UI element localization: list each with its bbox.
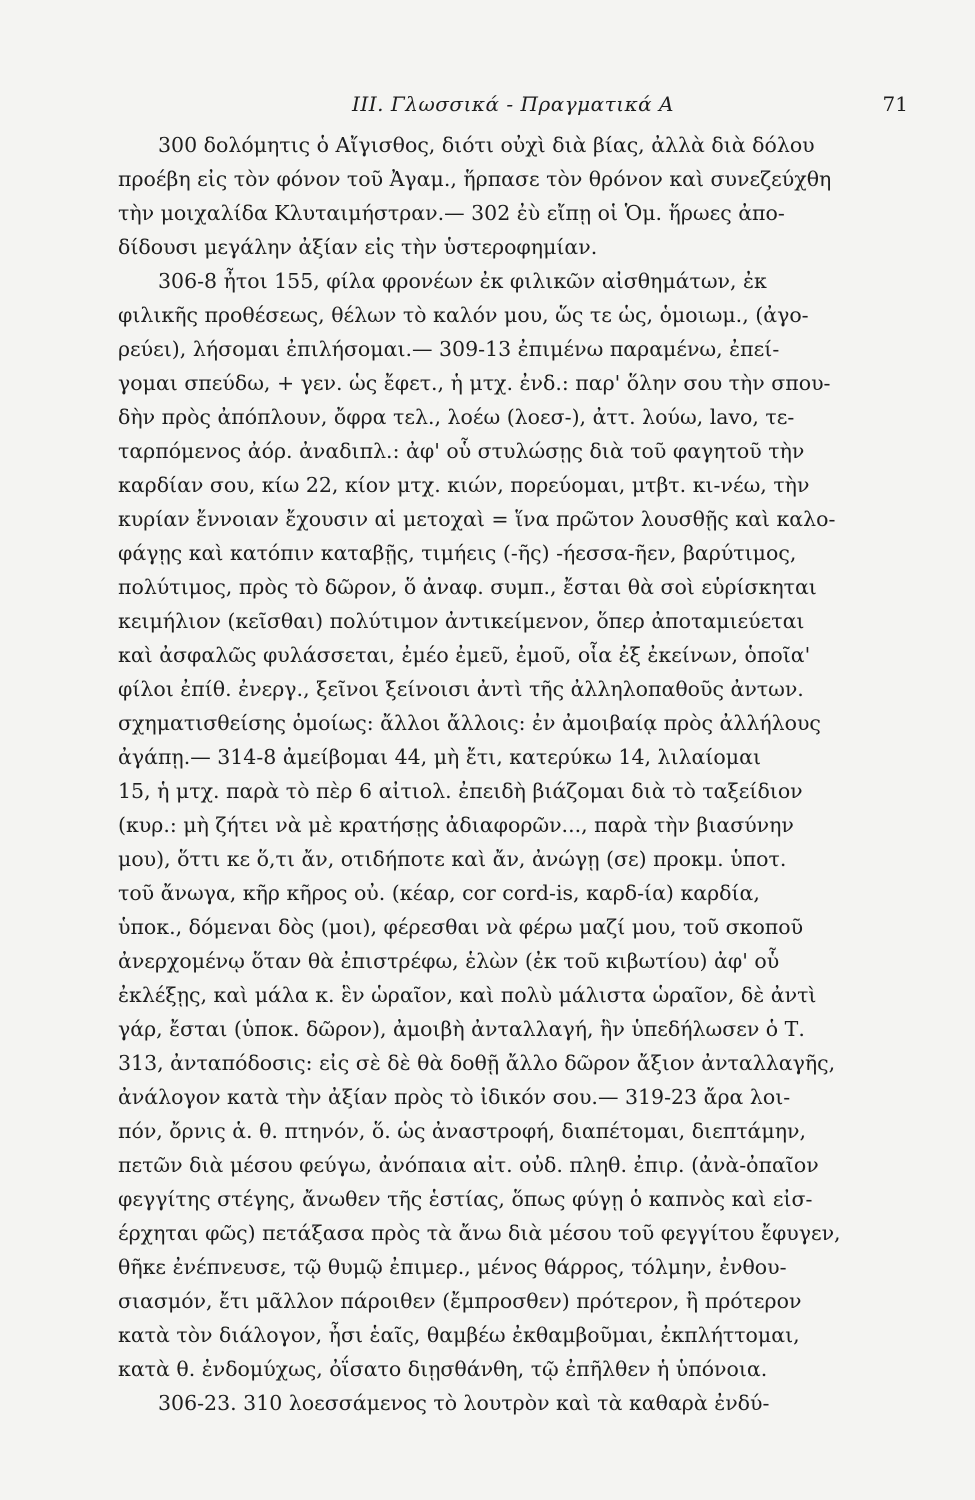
commentary-text — [118, 128, 908, 1420]
text-line: πόν, ὄρνις ἁ. θ. πτηνόν, ὅ. ὡς ἀναστροφή, διαπέτομαι, διεπτάμην, — [118, 1119, 806, 1143]
text-line: ταρπόμενος ἀόρ. ἀναδιπλ.: ἀφ' οὗ στυλώσῃς διὰ τοῦ φαγητοῦ τὴν — [118, 439, 805, 463]
text-line: φεγγίτης στέγης, ἄνωθεν τῆς ἑστίας, ὅπως φύγῃ ὁ καπνὸς καὶ εἰσ- — [118, 1187, 813, 1211]
text-line: 15, ἡ μτχ. παρὰ τὸ πὲρ 6 αἰτιολ. ἐπειδὴ βιάζομαι διὰ τὸ ταξείδιον — [118, 779, 803, 803]
text-line: δὴν πρὸς ἀπόπλουν, ὄφρα τελ., λοέω (λοεσ-), ἀττ. λούω, lavo, τε- — [118, 405, 795, 429]
page-number: 71 — [882, 92, 908, 116]
text-line: πετῶν διὰ μέσου φεύγω, ἀνόπαια αἰτ. οὐδ. πληθ. ἐπιρ. (ἀνὰ-ὀπαῖον — [118, 1153, 819, 1177]
text-line: καὶ ἀσφαλῶς φυλάσσεται, ἐμέο ἐμεῦ, ἐμοῦ, οἷα ἐξ ἐκείνων, ὁποῖα' — [118, 643, 811, 667]
text-line: κυρίαν ἔννοιαν ἔχουσιν αἱ μετοχαὶ = ἵνα πρῶτον λουσθῇς καὶ καλο- — [118, 507, 836, 531]
text-line: 306-23. 310 λοεσσάμενος τὸ λουτρὸν καὶ τὰ καθαρὰ ἐνδύ- — [158, 1391, 770, 1415]
text-line: 313, ἀνταπόδοσις: εἰς σὲ δὲ θὰ δοθῇ ἄλλο δῶρον ἄξιον ἀνταλλαγῆς, — [118, 1051, 836, 1075]
text-line: τοῦ ἄνωγα, κῆρ κῆρος οὐ. (κέαρ, cor cord-is, καρδ-ία) καρδία, — [118, 881, 760, 905]
text-line: ρεύει), λήσομαι ἐπιλήσομαι.— 309-13 ἐπιμένω παραμένω, ἐπεί- — [118, 337, 780, 361]
text-line: φίλοι ἐπίθ. ἐνεργ., ξεῖνοι ξείνοισι ἀντὶ τῆς ἀλληλοπαθοῦς ἀντων. — [118, 677, 804, 701]
text-line: κατὰ τὸν διάλογον, ἦσι ἑαῖς, θαμβέω ἐκθαμβοῦμαι, ἐκπλήττομαι, — [118, 1323, 800, 1347]
text-line: γάρ, ἔσται (ὑποκ. δῶρον), ἀμοιβὴ ἀνταλλαγή, ἣν ὑπεδήλωσεν ὁ Τ. — [118, 1017, 805, 1041]
text-line: ἀγάπῃ.— 314-8 ἀμείβομαι 44, μὴ ἔτι, κατερύκω 14, λιλαίομαι — [118, 745, 761, 769]
text-line: (κυρ.: μὴ ζήτει νὰ μὲ κρατήσῃς ἀδιαφορῶν..., παρὰ τὴν βιασύνην — [118, 813, 794, 837]
text-line: φάγῃς καὶ κατόπιν καταβῇς, τιμήεις (-ῆς) -ήεσσα-ῆεν, βαρύτιμος, — [118, 541, 797, 565]
text-line: καρδίαν σου, κίω 22, κίον μτχ. κιών, πορεύομαι, μτβτ. κι-νέω, τὴν — [118, 473, 810, 497]
text-line: ἀνερχομένῳ ὅταν θὰ ἐπιστρέφω, ἑλὼν (ἐκ τοῦ κιβωτίου) ἀφ' οὗ — [118, 949, 780, 973]
text-line: τὴν μοιχαλίδα Κλυταιμήστραν.— 302 ἐὺ εἴπῃ οἱ Ὁμ. ἥρωες ἀπο- — [118, 201, 785, 225]
page-header — [118, 92, 908, 122]
text-line: δίδουσι μεγάλην ἀξίαν εἰς τὴν ὑστεροφημίαν. — [118, 235, 598, 259]
text-line: σιασμόν, ἔτι μᾶλλον πάροιθεν (ἔμπροσθεν) πρότερον, ἢ πρότερον — [118, 1289, 802, 1313]
text-line: κατὰ θ. ἐνδομύχως, ὀΐσατο διῃσθάνθη, τῷ ἐπῆλθεν ἡ ὑπόνοια. — [118, 1357, 768, 1381]
text-line: ἀνάλογον κατὰ τὴν ἀξίαν πρὸς τὸ ἰδικόν σου.— 319-23 ἄρα λοι- — [118, 1085, 791, 1109]
text-line: πολύτιμος, πρὸς τὸ δῶρον, ὅ ἀναφ. συμπ., ἔσται θὰ σοὶ εὑρίσκηται — [118, 575, 817, 599]
text-line: 300 δολόμητις ὁ Αἴγισθος, διότι οὐχὶ διὰ βίας, ἀλλὰ διὰ δόλου — [158, 133, 815, 157]
text-line: κειμήλιον (κεῖσθαι) πολύτιμον ἀντικείμενον, ὅπερ ἀποταμιεύεται — [118, 609, 805, 633]
text-line: ἐκλέξῃς, καὶ μάλα κ. ἓν ὡραῖον, καὶ πολὺ μάλιστα ὡραῖον, δὲ ἀντὶ — [118, 983, 817, 1007]
text-line: προέβη εἰς τὸν φόνον τοῦ Ἀγαμ., ἥρπασε τὸν θρόνον καὶ συνεζεύχθη — [118, 167, 832, 191]
text-line: σχηματισθείσης ὁμοίως: ἄλλοι ἄλλοις: ἐν ἀμοιβαίᾳ πρὸς ἀλλήλους — [118, 711, 821, 735]
text-line: ὑποκ., δόμεναι δὸς (μοι), φέρεσθαι νὰ φέρω μαζί μου, τοῦ σκοποῦ — [118, 915, 804, 939]
text-line: θῆκε ἐνέπνευσε, τῷ θυμῷ ἐπιμερ., μένος θάρρος, τόλμην, ἐνθου- — [118, 1255, 787, 1279]
text-line: έρχηται φῶς) πετάξασα πρὸς τὰ ἄνω διὰ μέσου τοῦ φεγγίτου ἔφυγεν, — [118, 1221, 841, 1245]
text-line: 306-8 ἦτοι 155, φίλα φρονέων ἐκ φιλικῶν αἰσθημάτων, ἐκ — [158, 269, 767, 293]
text-line: φιλικῆς προθέσεως, θέλων τὸ καλόν μου, ὥς τε ὡς, ὁμοιωμ., (ἀγο- — [118, 303, 809, 327]
text-line: γομαι σπεύδω, + γεν. ὡς ἔφετ., ἡ μτχ. ἐνδ.: παρ' ὅλην σου τὴν σπου- — [118, 371, 831, 395]
text-line: μου), ὅττι κε ὅ,τι ἄν, οτιδήποτε καὶ ἄν, ἀνώγῃ (σε) προκμ. ὑποτ. — [118, 847, 787, 871]
running-title: III. Γλωσσικά - Πραγματικά Α — [351, 92, 674, 116]
